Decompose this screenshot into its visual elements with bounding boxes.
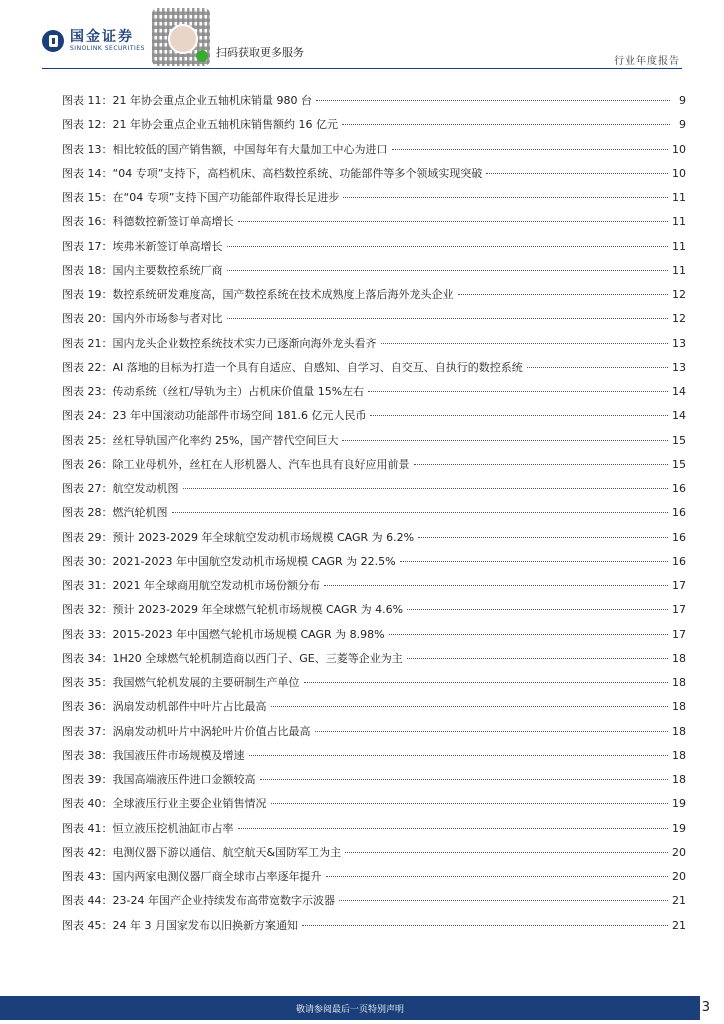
toc-entry[interactable] bbox=[62, 262, 686, 286]
toc-entry-title: 1H20 全球燃气轮机制造商以西门子、GE、三菱等企业为主 bbox=[112, 651, 403, 665]
toc-entry[interactable] bbox=[62, 723, 686, 747]
logo-english-name: SINOLINK SECURITIES bbox=[70, 45, 145, 52]
toc-entry-title: 相比较低的国产销售额，中国每年有大量加工中心为进口 bbox=[112, 142, 388, 156]
toc-entry-title: 埃弗米新签订单高增长 bbox=[112, 239, 223, 253]
header-divider bbox=[42, 68, 682, 69]
toc-entry-title: 预计 2023-2029 年全球燃气轮机市场规模 CAGR 为 4.6% bbox=[112, 603, 404, 617]
toc-entry-page: 10 bbox=[672, 142, 686, 156]
page-header bbox=[0, 0, 724, 70]
toc-entry-page: 16 bbox=[672, 554, 686, 568]
report-type-label: 行业年度报告 bbox=[614, 56, 680, 67]
toc-entry[interactable] bbox=[62, 844, 686, 868]
toc-entry[interactable] bbox=[62, 674, 686, 698]
toc-leader-dots bbox=[324, 585, 668, 586]
toc-entry-label: 图表 16： bbox=[62, 215, 113, 229]
toc-entry-label: 图表 18： bbox=[62, 263, 113, 277]
toc-entry-page: 17 bbox=[672, 579, 686, 592]
toc-leader-dots bbox=[316, 100, 670, 101]
toc-leader-dots bbox=[486, 173, 668, 174]
toc-entry[interactable] bbox=[62, 432, 686, 456]
toc-entry[interactable] bbox=[62, 165, 686, 189]
toc-entry[interactable] bbox=[62, 335, 686, 359]
company-logo bbox=[42, 28, 145, 54]
toc-entry-title: 全球液压行业主要企业销售情况 bbox=[112, 797, 267, 811]
toc-entry-page: 16 bbox=[672, 482, 686, 495]
toc-entry-title: 国内两家电测仪器厂商全球市占率逐年提升 bbox=[112, 870, 322, 883]
toc-entry[interactable] bbox=[62, 820, 686, 844]
toc-entry-label: 图表 15： bbox=[62, 191, 113, 204]
toc-entry-page: 20 bbox=[672, 845, 686, 859]
toc-leader-dots bbox=[249, 755, 669, 756]
toc-leader-dots bbox=[271, 706, 669, 707]
toc-entry[interactable] bbox=[62, 626, 686, 650]
toc-entry-label: 图表 32： bbox=[62, 603, 113, 617]
toc-entry-page: 11 bbox=[672, 191, 686, 204]
toc-entry[interactable] bbox=[62, 917, 686, 941]
toc-entry-label: 图表 11： bbox=[62, 94, 113, 107]
toc-entry[interactable] bbox=[62, 504, 686, 528]
toc-entry-label: 图表 29： bbox=[62, 530, 113, 544]
toc-entry-title: “04 专项”支持下，高档机床、高档数控系统、功能部件等多个领域实现突破 bbox=[112, 166, 483, 180]
toc-entry-page: 9 bbox=[679, 94, 686, 107]
toc-entry-page: 14 bbox=[672, 409, 686, 423]
toc-leader-dots bbox=[381, 343, 669, 344]
toc-entry[interactable] bbox=[62, 553, 686, 577]
toc-entry-title: 数控系统研发难度高，国产数控系统在技术成熟度上落后海外龙头企业 bbox=[112, 288, 454, 301]
toc-entry-title: 恒立液压挖机油缸市占率 bbox=[112, 821, 234, 835]
toc-entry-page: 15 bbox=[672, 433, 686, 447]
toc-leader-dots bbox=[227, 246, 669, 247]
toc-entry-title: 航空发动机图 bbox=[112, 482, 179, 495]
toc-leader-dots bbox=[345, 852, 668, 853]
qr-code-icon[interactable] bbox=[152, 8, 210, 66]
sinolink-logo-icon bbox=[42, 30, 64, 52]
logo-chinese-name: 国金证券 bbox=[70, 29, 134, 45]
toc-entry-page: 20 bbox=[672, 870, 686, 883]
toc-entry[interactable] bbox=[62, 456, 686, 480]
toc-entry[interactable] bbox=[62, 116, 686, 140]
toc-leader-dots bbox=[343, 197, 668, 198]
toc-entry-label: 图表 22： bbox=[62, 360, 113, 374]
toc-entry[interactable] bbox=[62, 698, 686, 722]
toc-entry-title: 我国燃气轮机发展的主要研制生产单位 bbox=[112, 676, 300, 689]
page-number: 3 bbox=[701, 1000, 710, 1015]
toc-entry-label: 图表 23： bbox=[62, 385, 113, 398]
toc-leader-dots bbox=[407, 658, 668, 659]
toc-entry-label: 图表 34： bbox=[62, 651, 113, 665]
toc-leader-dots bbox=[458, 294, 669, 295]
toc-entry-label: 图表 20： bbox=[62, 312, 113, 326]
toc-entry[interactable] bbox=[62, 771, 686, 795]
toc-entry-title: 电测仪器下游以通信、航空航天&国防军工为主 bbox=[112, 845, 342, 859]
toc-entry-title: 2021-2023 年中国航空发动机市场规模 CAGR 为 22.5% bbox=[112, 554, 396, 568]
toc-entry-label: 图表 21： bbox=[62, 336, 113, 350]
toc-entry-label: 图表 14： bbox=[62, 166, 113, 180]
toc-entry-page: 11 bbox=[672, 215, 686, 229]
toc-entry-title: 国内龙头企业数控系统技术实力已逐渐向海外龙头看齐 bbox=[112, 336, 377, 350]
toc-entry-page: 19 bbox=[672, 821, 686, 835]
toc-leader-dots bbox=[304, 682, 669, 683]
toc-leader-dots bbox=[227, 270, 669, 271]
toc-entry-label: 图表 27： bbox=[62, 482, 113, 495]
toc-entry-title: 预计 2023-2029 年全球航空发动机市场规模 CAGR 为 6.2% bbox=[112, 530, 415, 544]
toc-entry-page: 21 bbox=[672, 918, 686, 932]
footer-disclaimer: 敬请参阅最后一页特别声明 bbox=[295, 1005, 404, 1015]
toc-entry[interactable] bbox=[62, 359, 686, 383]
toc-entry-label: 图表 44： bbox=[62, 894, 113, 908]
table-of-figures bbox=[62, 92, 686, 941]
toc-entry-page: 16 bbox=[672, 530, 686, 544]
toc-leader-dots bbox=[260, 779, 669, 780]
toc-entry-label: 图表 19： bbox=[62, 288, 113, 301]
toc-entry-title: 传动系统（丝杠/导轨为主）占机床价值量 15%左右 bbox=[112, 385, 365, 398]
toc-entry-label: 图表 12： bbox=[62, 118, 113, 132]
toc-entry-title: 21 年协会重点企业五轴机床销量 980 台 bbox=[112, 94, 312, 107]
toc-entry-page: 19 bbox=[672, 797, 686, 811]
toc-leader-dots bbox=[414, 464, 669, 465]
scan-prompt: 扫码获取更多服务 bbox=[216, 46, 304, 59]
toc-entry-page: 11 bbox=[672, 263, 686, 277]
toc-entry-page: 12 bbox=[672, 288, 686, 301]
toc-entry[interactable] bbox=[62, 383, 686, 407]
toc-entry[interactable] bbox=[62, 601, 686, 625]
toc-entry[interactable] bbox=[62, 141, 686, 165]
toc-leader-dots bbox=[238, 221, 669, 222]
toc-entry[interactable] bbox=[62, 892, 686, 916]
toc-entry-page: 18 bbox=[672, 748, 686, 762]
toc-entry-page: 13 bbox=[672, 360, 686, 374]
toc-leader-dots bbox=[342, 440, 668, 441]
toc-entry-label: 图表 38： bbox=[62, 748, 113, 762]
toc-leader-dots bbox=[389, 634, 668, 635]
toc-entry[interactable] bbox=[62, 407, 686, 431]
toc-entry-title: 24 年 3 月国家发布以旧换新方案通知 bbox=[112, 918, 298, 932]
toc-entry[interactable] bbox=[62, 480, 686, 504]
toc-entry-title: 21 年协会重点企业五轴机床销售额约 16 亿元 bbox=[112, 118, 338, 132]
toc-entry-page: 17 bbox=[672, 603, 686, 617]
toc-entry[interactable] bbox=[62, 868, 686, 892]
toc-entry-label: 图表 25： bbox=[62, 433, 113, 447]
toc-entry-page: 11 bbox=[672, 239, 686, 253]
toc-leader-dots bbox=[370, 415, 668, 416]
toc-entry-page: 9 bbox=[679, 118, 686, 132]
toc-entry[interactable] bbox=[62, 747, 686, 771]
toc-leader-dots bbox=[339, 900, 668, 901]
toc-entry-page: 13 bbox=[672, 336, 686, 350]
toc-entry-title: 23-24 年国产企业持续发布高带宽数字示波器 bbox=[112, 894, 335, 908]
toc-entry-label: 图表 13： bbox=[62, 142, 113, 156]
toc-leader-dots bbox=[302, 925, 668, 926]
toc-leader-dots bbox=[342, 124, 670, 125]
toc-entry-page: 14 bbox=[672, 385, 686, 398]
toc-entry-title: 科德数控新签订单高增长 bbox=[112, 215, 234, 229]
toc-entry-title: 2021 年全球商用航空发动机市场份额分布 bbox=[112, 579, 320, 592]
toc-entry-label: 图表 40： bbox=[62, 797, 113, 811]
toc-leader-dots bbox=[392, 149, 669, 150]
toc-entry-page: 21 bbox=[672, 894, 686, 908]
toc-leader-dots bbox=[527, 367, 668, 368]
toc-entry-page: 18 bbox=[672, 773, 686, 786]
toc-leader-dots bbox=[407, 609, 668, 610]
toc-entry-page: 12 bbox=[672, 312, 686, 326]
toc-entry[interactable] bbox=[62, 92, 686, 116]
toc-entry[interactable] bbox=[62, 795, 686, 819]
toc-entry-page: 17 bbox=[672, 627, 686, 641]
toc-entry-label: 图表 35： bbox=[62, 676, 113, 689]
toc-entry-title: 23 年中国滚动功能部件市场空间 181.6 亿元人民币 bbox=[112, 409, 367, 423]
toc-entry-page: 18 bbox=[672, 651, 686, 665]
toc-entry-title: 涡扇发动机部件中叶片占比最高 bbox=[112, 700, 267, 714]
toc-entry[interactable] bbox=[62, 310, 686, 334]
toc-entry-label: 图表 45： bbox=[62, 918, 113, 932]
toc-entry-title: 丝杠导轨国产化率约 25%，国产替代空间巨大 bbox=[112, 433, 339, 447]
toc-entry-title: 我国高端液压件进口金额较高 bbox=[112, 773, 256, 786]
toc-entry-page: 16 bbox=[672, 506, 686, 520]
toc-leader-dots bbox=[172, 512, 669, 513]
toc-entry[interactable] bbox=[62, 577, 686, 601]
toc-entry-label: 图表 31： bbox=[62, 579, 113, 592]
toc-entry-label: 图表 30： bbox=[62, 554, 113, 568]
toc-entry[interactable] bbox=[62, 650, 686, 674]
toc-leader-dots bbox=[400, 561, 668, 562]
toc-entry-label: 图表 28： bbox=[62, 506, 113, 520]
toc-entry-title: 在“04 专项”支持下国产功能部件取得长足进步 bbox=[112, 191, 340, 204]
toc-leader-dots bbox=[368, 391, 668, 392]
toc-entry[interactable] bbox=[62, 286, 686, 310]
toc-entry-title: 涡扇发动机叶片中涡轮叶片价值占比最高 bbox=[112, 724, 311, 738]
wechat-badge-icon bbox=[196, 50, 208, 62]
toc-leader-dots bbox=[238, 828, 669, 829]
toc-leader-dots bbox=[418, 537, 668, 538]
toc-leader-dots bbox=[183, 488, 669, 489]
toc-entry-title: 燃汽轮机图 bbox=[112, 506, 168, 520]
toc-leader-dots bbox=[271, 803, 669, 804]
toc-entry-title: 国内主要数控系统厂商 bbox=[112, 263, 223, 277]
toc-entry-title: 除工业母机外，丝杠在人形机器人、汽车也具有良好应用前景 bbox=[112, 457, 410, 471]
toc-entry-label: 图表 33： bbox=[62, 627, 113, 641]
toc-leader-dots bbox=[315, 731, 669, 732]
toc-entry-page: 10 bbox=[672, 166, 686, 180]
toc-entry-page: 15 bbox=[672, 457, 686, 471]
toc-entry-label: 图表 36： bbox=[62, 700, 113, 714]
toc-entry-title: 2015-2023 年中国燃气轮机市场规模 CAGR 为 8.98% bbox=[112, 627, 385, 641]
toc-entry[interactable] bbox=[62, 238, 686, 262]
toc-entry[interactable] bbox=[62, 189, 686, 213]
toc-entry-title: 我国液压件市场规模及增速 bbox=[112, 748, 245, 762]
toc-entry-label: 图表 42： bbox=[62, 845, 113, 859]
toc-entry[interactable] bbox=[62, 529, 686, 553]
toc-entry-label: 图表 26： bbox=[62, 457, 113, 471]
toc-entry-label: 图表 41： bbox=[62, 821, 113, 835]
toc-entry-label: 图表 43： bbox=[62, 870, 113, 883]
toc-entry-title: AI 落地的目标为打造一个具有自适应、自感知、自学习、自交互、自执行的数控系统 bbox=[112, 360, 523, 374]
toc-entry-page: 18 bbox=[672, 700, 686, 714]
toc-leader-dots bbox=[326, 876, 669, 877]
toc-entry-label: 图表 24： bbox=[62, 409, 113, 423]
toc-entry-title: 国内外市场参与者对比 bbox=[112, 312, 223, 326]
toc-entry-page: 18 bbox=[672, 676, 686, 689]
toc-entry-label: 图表 17： bbox=[62, 239, 113, 253]
toc-entry[interactable] bbox=[62, 213, 686, 237]
toc-entry-label: 图表 39： bbox=[62, 773, 113, 786]
toc-leader-dots bbox=[227, 318, 669, 319]
toc-entry-label: 图表 37： bbox=[62, 724, 113, 738]
toc-entry-page: 18 bbox=[672, 724, 686, 738]
